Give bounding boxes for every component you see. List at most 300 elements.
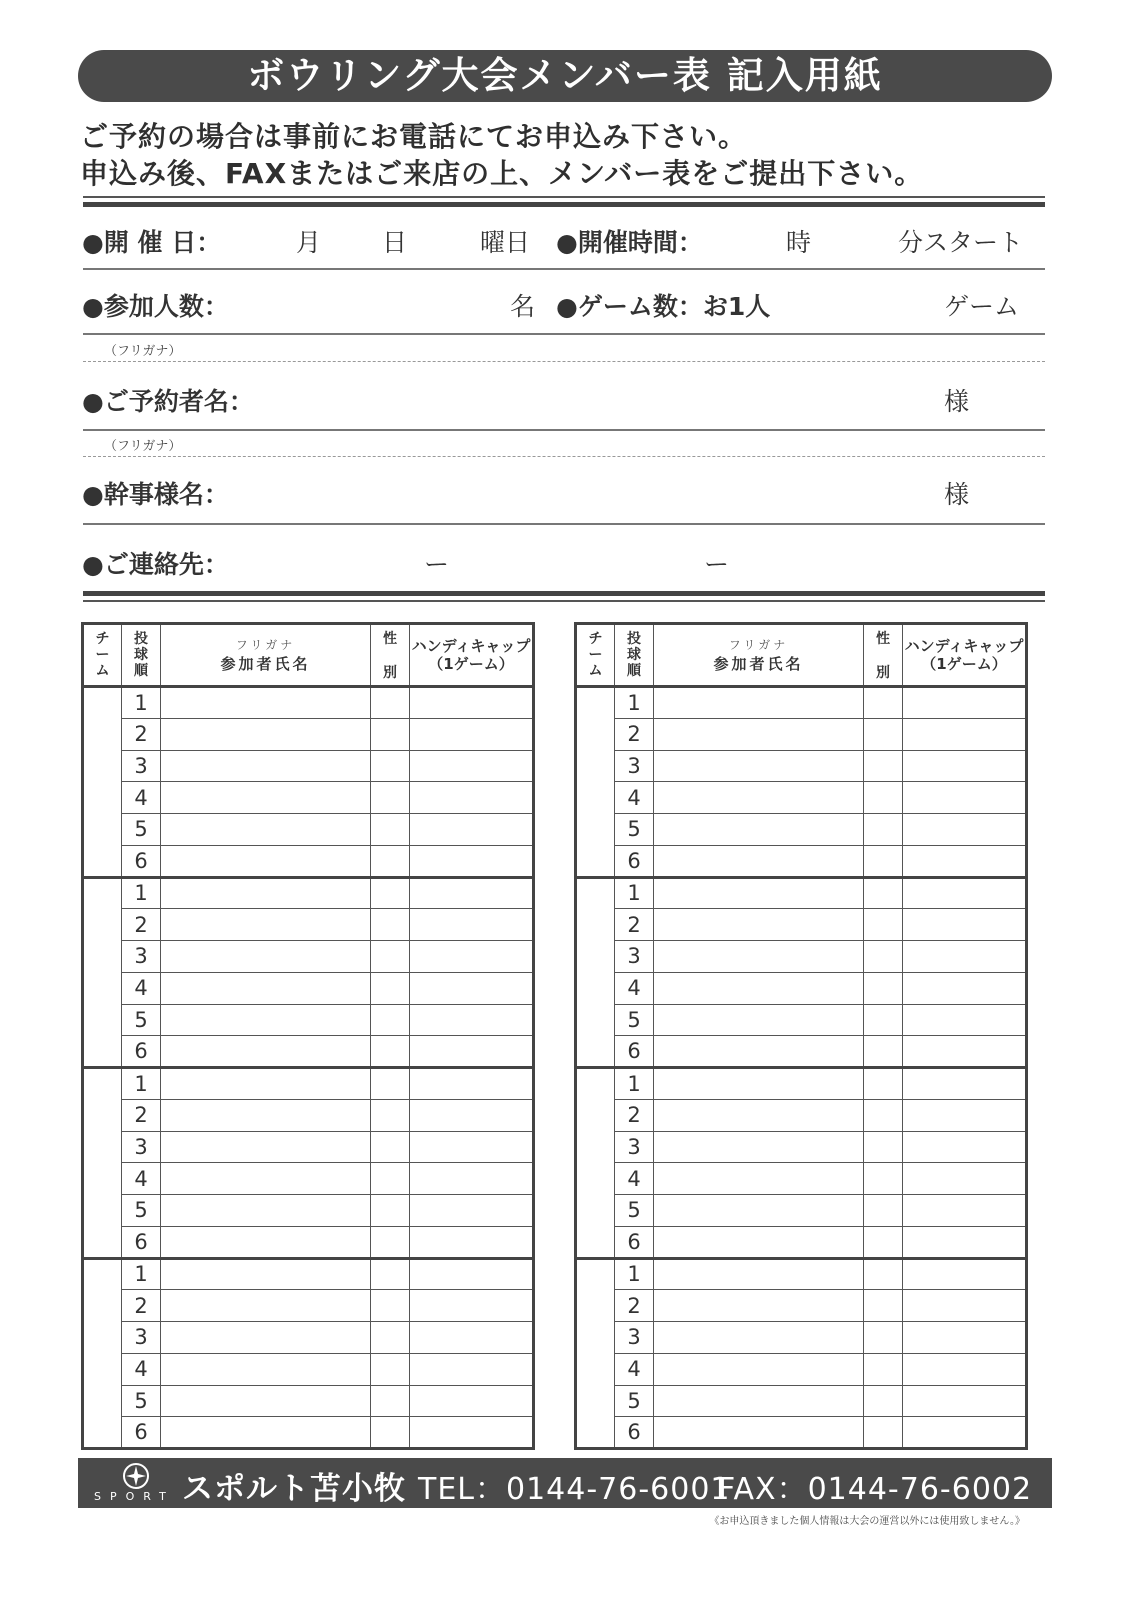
- name-cell[interactable]: [161, 909, 371, 941]
- name-cell[interactable]: [161, 1385, 371, 1417]
- sex-cell[interactable]: [864, 814, 903, 846]
- table-row: [576, 1290, 1027, 1322]
- order-number: 2: [615, 909, 654, 941]
- intro-line-2: 申込み後、FAXまたはご来店の上、メンバー表をご提出下さい。: [80, 157, 924, 190]
- furigana-label: （フリガナ）: [104, 439, 182, 454]
- table-row: [83, 1226, 534, 1258]
- name-header: フリガナ 参加者氏名: [654, 624, 864, 687]
- handicap-cell[interactable]: [410, 1099, 534, 1131]
- table-row: [83, 877, 534, 909]
- table-row: [576, 941, 1027, 973]
- order-number: 3: [122, 1131, 161, 1163]
- handicap-cell[interactable]: [903, 1036, 1027, 1068]
- field-line: [83, 429, 1045, 431]
- handicap-cell[interactable]: [410, 845, 534, 877]
- name-cell[interactable]: [161, 718, 371, 750]
- table-row: [576, 1258, 1027, 1290]
- handicap-cell[interactable]: [410, 750, 534, 782]
- handicap-cell[interactable]: [410, 1385, 534, 1417]
- handicap-cell[interactable]: [410, 687, 534, 719]
- handicap-cell[interactable]: [410, 1353, 534, 1385]
- table-row: [576, 1068, 1027, 1100]
- handicap-cell[interactable]: [410, 1226, 534, 1258]
- reserver-label: ●ご予約者名：: [82, 387, 254, 416]
- order-number: 5: [122, 1195, 161, 1227]
- store-name: スポルト苫小牧: [182, 1471, 406, 1507]
- handicap-cell[interactable]: [903, 1226, 1027, 1258]
- table-row: [576, 814, 1027, 846]
- order-number: 1: [615, 1068, 654, 1100]
- table-row: [83, 687, 534, 719]
- time-label: ●開催時間：: [556, 228, 703, 257]
- handicap-cell[interactable]: [903, 909, 1027, 941]
- sex-cell[interactable]: [864, 1226, 903, 1258]
- sex-cell[interactable]: [371, 1290, 410, 1322]
- order-number: 3: [615, 750, 654, 782]
- table-row: [83, 750, 534, 782]
- handicap-cell[interactable]: [903, 814, 1027, 846]
- fax-number: FAX：0144-76-6002: [718, 1472, 1033, 1507]
- sex-cell[interactable]: [864, 877, 903, 909]
- field-line: [83, 523, 1045, 525]
- order-number: 2: [615, 1099, 654, 1131]
- name-cell[interactable]: [161, 750, 371, 782]
- name-cell[interactable]: [654, 1417, 864, 1449]
- name-cell[interactable]: [654, 1131, 864, 1163]
- table-row: [576, 1163, 1027, 1195]
- handicap-cell[interactable]: [410, 1004, 534, 1036]
- sex-cell[interactable]: [864, 1417, 903, 1449]
- order-number: 4: [615, 972, 654, 1004]
- order-number: 3: [122, 750, 161, 782]
- field-line: [83, 268, 1045, 270]
- sex-cell[interactable]: [864, 1163, 903, 1195]
- handicap-cell[interactable]: [903, 1417, 1027, 1449]
- sex-header: 性 別: [371, 624, 410, 687]
- team-cell[interactable]: [83, 877, 122, 1068]
- table-row: [576, 877, 1027, 909]
- hour-unit: 時: [786, 228, 812, 257]
- table-row: [576, 1195, 1027, 1227]
- sex-cell[interactable]: [371, 1131, 410, 1163]
- table-row: [576, 1417, 1027, 1449]
- divider: [83, 591, 1045, 596]
- handicap-cell[interactable]: [903, 877, 1027, 909]
- table-row: [83, 1131, 534, 1163]
- table-row: [576, 1004, 1027, 1036]
- furigana-label: （フリガナ）: [104, 344, 182, 359]
- name-cell[interactable]: [161, 1226, 371, 1258]
- handicap-cell[interactable]: [903, 1163, 1027, 1195]
- handicap-cell[interactable]: [410, 718, 534, 750]
- handicap-cell[interactable]: [410, 941, 534, 973]
- handicap-header: ハンディキャップ （1ゲーム）: [410, 624, 534, 687]
- table-row: [83, 1004, 534, 1036]
- table-row: [83, 1068, 534, 1100]
- order-number: 1: [615, 877, 654, 909]
- sex-cell[interactable]: [864, 1385, 903, 1417]
- name-cell[interactable]: [654, 1004, 864, 1036]
- sex-cell[interactable]: [864, 1036, 903, 1068]
- minute-start-unit: 分スタート: [898, 228, 1024, 257]
- table-row: [83, 1290, 534, 1322]
- order-number: 4: [122, 782, 161, 814]
- name-cell[interactable]: [161, 1099, 371, 1131]
- order-number: 1: [122, 1258, 161, 1290]
- sex-cell[interactable]: [864, 909, 903, 941]
- handicap-cell[interactable]: [903, 718, 1027, 750]
- table-row: [576, 1226, 1027, 1258]
- sex-cell[interactable]: [864, 1322, 903, 1354]
- sex-cell[interactable]: [864, 687, 903, 719]
- order-number: 2: [122, 909, 161, 941]
- order-number: 2: [122, 1099, 161, 1131]
- table-row: [83, 1195, 534, 1227]
- order-number: 6: [615, 1417, 654, 1449]
- table-row: [83, 718, 534, 750]
- sex-cell[interactable]: [864, 750, 903, 782]
- month-unit: 月: [296, 228, 322, 257]
- name-cell[interactable]: [161, 845, 371, 877]
- name-cell[interactable]: [161, 877, 371, 909]
- sex-cell[interactable]: [371, 877, 410, 909]
- sex-cell[interactable]: [864, 1131, 903, 1163]
- order-number: 5: [122, 1004, 161, 1036]
- table-row: [83, 941, 534, 973]
- order-number: 4: [122, 972, 161, 1004]
- sex-cell[interactable]: [371, 814, 410, 846]
- table-row: [576, 1131, 1027, 1163]
- sex-header: 性 別: [864, 624, 903, 687]
- team-cell[interactable]: [83, 1258, 122, 1449]
- date-label: ●開 催 日：: [82, 228, 222, 257]
- order-header: 投 球 順: [122, 624, 161, 687]
- sex-cell[interactable]: [371, 1036, 410, 1068]
- sex-cell[interactable]: [371, 718, 410, 750]
- table-row: [83, 1353, 534, 1385]
- table-row: [83, 1258, 534, 1290]
- handicap-cell[interactable]: [903, 972, 1027, 1004]
- sex-cell[interactable]: [864, 1195, 903, 1227]
- handicap-cell[interactable]: [903, 1195, 1027, 1227]
- order-number: 5: [615, 1004, 654, 1036]
- sex-cell[interactable]: [371, 1353, 410, 1385]
- order-number: 2: [122, 718, 161, 750]
- table-row: [576, 909, 1027, 941]
- order-number: 4: [615, 782, 654, 814]
- team-cell[interactable]: [83, 1068, 122, 1259]
- table-row: [576, 972, 1027, 1004]
- order-number: 5: [122, 814, 161, 846]
- handicap-cell[interactable]: [903, 941, 1027, 973]
- handicap-cell[interactable]: [903, 1004, 1027, 1036]
- order-number: 3: [615, 1322, 654, 1354]
- name-cell[interactable]: [161, 1258, 371, 1290]
- name-header: フリガナ 参加者氏名: [161, 624, 371, 687]
- sex-cell[interactable]: [864, 718, 903, 750]
- name-cell[interactable]: [654, 782, 864, 814]
- table-row: [83, 782, 534, 814]
- order-number: 6: [615, 1036, 654, 1068]
- field-line: [83, 333, 1045, 335]
- order-number: 6: [122, 1036, 161, 1068]
- name-cell[interactable]: [161, 1417, 371, 1449]
- name-cell[interactable]: [654, 1036, 864, 1068]
- tel-number: TEL：0144-76-6001: [418, 1472, 731, 1507]
- table-row: [576, 750, 1027, 782]
- table-row: [576, 1322, 1027, 1354]
- name-cell[interactable]: [654, 845, 864, 877]
- name-cell[interactable]: [161, 941, 371, 973]
- handicap-cell[interactable]: [410, 1163, 534, 1195]
- name-cell[interactable]: [654, 1195, 864, 1227]
- sex-cell[interactable]: [371, 782, 410, 814]
- participants-unit: 名: [510, 292, 536, 321]
- sex-cell[interactable]: [371, 687, 410, 719]
- handicap-cell[interactable]: [903, 687, 1027, 719]
- name-cell[interactable]: [654, 1322, 864, 1354]
- name-cell[interactable]: [654, 718, 864, 750]
- order-number: 1: [122, 1068, 161, 1100]
- handicap-cell[interactable]: [410, 1258, 534, 1290]
- name-cell[interactable]: [161, 687, 371, 719]
- order-number: 5: [615, 1385, 654, 1417]
- name-cell[interactable]: [654, 814, 864, 846]
- name-cell[interactable]: [654, 1353, 864, 1385]
- name-cell[interactable]: [654, 909, 864, 941]
- name-cell[interactable]: [161, 782, 371, 814]
- handicap-cell[interactable]: [903, 1258, 1027, 1290]
- sex-cell[interactable]: [864, 1099, 903, 1131]
- sex-cell[interactable]: [371, 1226, 410, 1258]
- name-cell[interactable]: [654, 687, 864, 719]
- name-cell[interactable]: [654, 1068, 864, 1100]
- handicap-cell[interactable]: [903, 1290, 1027, 1322]
- order-number: 3: [122, 1322, 161, 1354]
- order-number: 6: [615, 845, 654, 877]
- order-number: 1: [122, 687, 161, 719]
- team-cell[interactable]: [576, 687, 615, 878]
- sex-cell[interactable]: [864, 845, 903, 877]
- handicap-cell[interactable]: [410, 1290, 534, 1322]
- order-number: 2: [615, 1290, 654, 1322]
- sex-cell[interactable]: [371, 1099, 410, 1131]
- handicap-cell[interactable]: [903, 845, 1027, 877]
- sex-cell[interactable]: [371, 845, 410, 877]
- name-cell[interactable]: [161, 1353, 371, 1385]
- divider: [83, 202, 1045, 207]
- name-cell[interactable]: [161, 1195, 371, 1227]
- sama-suffix: 様: [944, 387, 970, 416]
- sex-cell[interactable]: [864, 782, 903, 814]
- sex-cell[interactable]: [371, 909, 410, 941]
- weekday-unit: 曜日: [480, 228, 531, 257]
- handicap-cell[interactable]: [410, 782, 534, 814]
- name-cell[interactable]: [654, 1226, 864, 1258]
- team-header: チ ー ム: [83, 624, 122, 687]
- sex-cell[interactable]: [371, 1322, 410, 1354]
- handicap-cell[interactable]: [903, 1068, 1027, 1100]
- name-cell[interactable]: [654, 972, 864, 1004]
- name-cell[interactable]: [161, 972, 371, 1004]
- order-number: 3: [122, 941, 161, 973]
- handicap-cell[interactable]: [410, 1417, 534, 1449]
- name-cell[interactable]: [161, 1068, 371, 1100]
- order-number: 6: [122, 845, 161, 877]
- sex-cell[interactable]: [371, 750, 410, 782]
- order-number: 3: [615, 1131, 654, 1163]
- table-row: [576, 1099, 1027, 1131]
- name-cell[interactable]: [161, 1163, 371, 1195]
- name-cell[interactable]: [161, 1290, 371, 1322]
- games-unit: ゲーム: [944, 292, 1020, 321]
- divider: [83, 196, 1045, 198]
- day-unit: 日: [382, 228, 408, 257]
- table-row: [576, 782, 1027, 814]
- sex-cell[interactable]: [864, 1290, 903, 1322]
- order-number: 6: [122, 1417, 161, 1449]
- handicap-cell[interactable]: [903, 782, 1027, 814]
- footer-bar: [78, 1458, 1052, 1508]
- handicap-cell[interactable]: [410, 1036, 534, 1068]
- table-row: [83, 1322, 534, 1354]
- order-number: 4: [122, 1163, 161, 1195]
- table-row: [83, 1036, 534, 1068]
- dashed-line: [83, 361, 1045, 362]
- table-row: [576, 1036, 1027, 1068]
- sex-cell[interactable]: [371, 972, 410, 1004]
- handicap-cell[interactable]: [410, 972, 534, 1004]
- sex-cell[interactable]: [371, 1004, 410, 1036]
- sex-cell[interactable]: [864, 972, 903, 1004]
- roster-table-left: [81, 622, 535, 1450]
- handicap-cell[interactable]: [903, 1353, 1027, 1385]
- team-header: チ ー ム: [576, 624, 615, 687]
- order-number: 2: [122, 1290, 161, 1322]
- order-number: 1: [122, 877, 161, 909]
- phone-dash: ー: [704, 550, 730, 579]
- sex-cell[interactable]: [864, 1353, 903, 1385]
- name-cell[interactable]: [161, 1036, 371, 1068]
- privacy-note: 《お申込頂きました個人情報は大会の運営以外には使用致しません。》: [709, 1516, 1025, 1527]
- sex-cell[interactable]: [864, 941, 903, 973]
- logo-text: SPORT: [94, 1490, 175, 1503]
- name-cell[interactable]: [654, 1290, 864, 1322]
- order-number: 1: [615, 687, 654, 719]
- table-row: [576, 845, 1027, 877]
- order-number: 4: [615, 1163, 654, 1195]
- organizer-label: ●幹事様名：: [82, 480, 229, 509]
- sex-cell[interactable]: [371, 1195, 410, 1227]
- team-cell[interactable]: [576, 1258, 615, 1449]
- handicap-cell[interactable]: [903, 1099, 1027, 1131]
- name-cell[interactable]: [654, 877, 864, 909]
- handicap-cell[interactable]: [903, 1385, 1027, 1417]
- order-number: 6: [615, 1226, 654, 1258]
- participants-label: ●参加人数：: [82, 292, 229, 321]
- sama-suffix: 様: [944, 480, 970, 509]
- table-row: [83, 972, 534, 1004]
- phone-dash: ー: [424, 550, 450, 579]
- games-label: ●ゲーム数：お1人: [556, 292, 771, 321]
- name-cell[interactable]: [654, 1385, 864, 1417]
- table-row: [83, 1163, 534, 1195]
- sex-cell[interactable]: [371, 1163, 410, 1195]
- order-number: 4: [122, 1353, 161, 1385]
- team-cell[interactable]: [576, 877, 615, 1068]
- roster-table-right: [574, 622, 1028, 1450]
- form-title: ボウリング大会メンバー表 記入用紙: [78, 50, 1052, 102]
- table-row: [83, 1099, 534, 1131]
- order-number: 1: [615, 1258, 654, 1290]
- name-cell[interactable]: [654, 1099, 864, 1131]
- order-header: 投 球 順: [615, 624, 654, 687]
- name-cell[interactable]: [654, 941, 864, 973]
- order-number: 3: [615, 941, 654, 973]
- name-cell[interactable]: [161, 814, 371, 846]
- order-number: 6: [122, 1226, 161, 1258]
- handicap-cell[interactable]: [903, 1131, 1027, 1163]
- order-number: 5: [615, 1195, 654, 1227]
- sex-cell[interactable]: [371, 1068, 410, 1100]
- order-number: 5: [615, 814, 654, 846]
- table-row: [83, 1417, 534, 1449]
- handicap-cell[interactable]: [410, 1322, 534, 1354]
- sex-cell[interactable]: [371, 1385, 410, 1417]
- sex-cell[interactable]: [864, 1004, 903, 1036]
- table-row: [83, 845, 534, 877]
- handicap-cell[interactable]: [410, 1195, 534, 1227]
- name-cell[interactable]: [161, 1322, 371, 1354]
- name-cell[interactable]: [654, 1163, 864, 1195]
- handicap-cell[interactable]: [903, 1322, 1027, 1354]
- table-row: [576, 718, 1027, 750]
- table-row: [83, 814, 534, 846]
- name-cell[interactable]: [654, 750, 864, 782]
- table-row: [83, 1385, 534, 1417]
- handicap-cell[interactable]: [410, 1131, 534, 1163]
- handicap-cell[interactable]: [410, 877, 534, 909]
- handicap-cell[interactable]: [410, 814, 534, 846]
- order-number: 2: [615, 718, 654, 750]
- handicap-cell[interactable]: [903, 750, 1027, 782]
- team-cell[interactable]: [83, 687, 122, 878]
- sex-cell[interactable]: [864, 1258, 903, 1290]
- handicap-cell[interactable]: [410, 909, 534, 941]
- team-cell[interactable]: [576, 1068, 615, 1259]
- sport-logo-icon: [118, 1461, 154, 1491]
- sex-cell[interactable]: [371, 1258, 410, 1290]
- sex-cell[interactable]: [371, 1417, 410, 1449]
- table-row: [83, 909, 534, 941]
- handicap-cell[interactable]: [410, 1068, 534, 1100]
- sex-cell[interactable]: [371, 941, 410, 973]
- order-number: 5: [122, 1385, 161, 1417]
- dashed-line: [83, 456, 1045, 457]
- divider: [83, 600, 1045, 602]
- name-cell[interactable]: [161, 1131, 371, 1163]
- handicap-header: ハンディキャップ （1ゲーム）: [903, 624, 1027, 687]
- intro-line-1: ご予約の場合は事前にお電話にてお申込み下さい。: [80, 120, 748, 153]
- sex-cell[interactable]: [864, 1068, 903, 1100]
- contact-label: ●ご連絡先：: [82, 550, 229, 579]
- table-row: [576, 687, 1027, 719]
- name-cell[interactable]: [654, 1258, 864, 1290]
- table-row: [576, 1385, 1027, 1417]
- name-cell[interactable]: [161, 1004, 371, 1036]
- order-number: 4: [615, 1353, 654, 1385]
- table-row: [576, 1353, 1027, 1385]
